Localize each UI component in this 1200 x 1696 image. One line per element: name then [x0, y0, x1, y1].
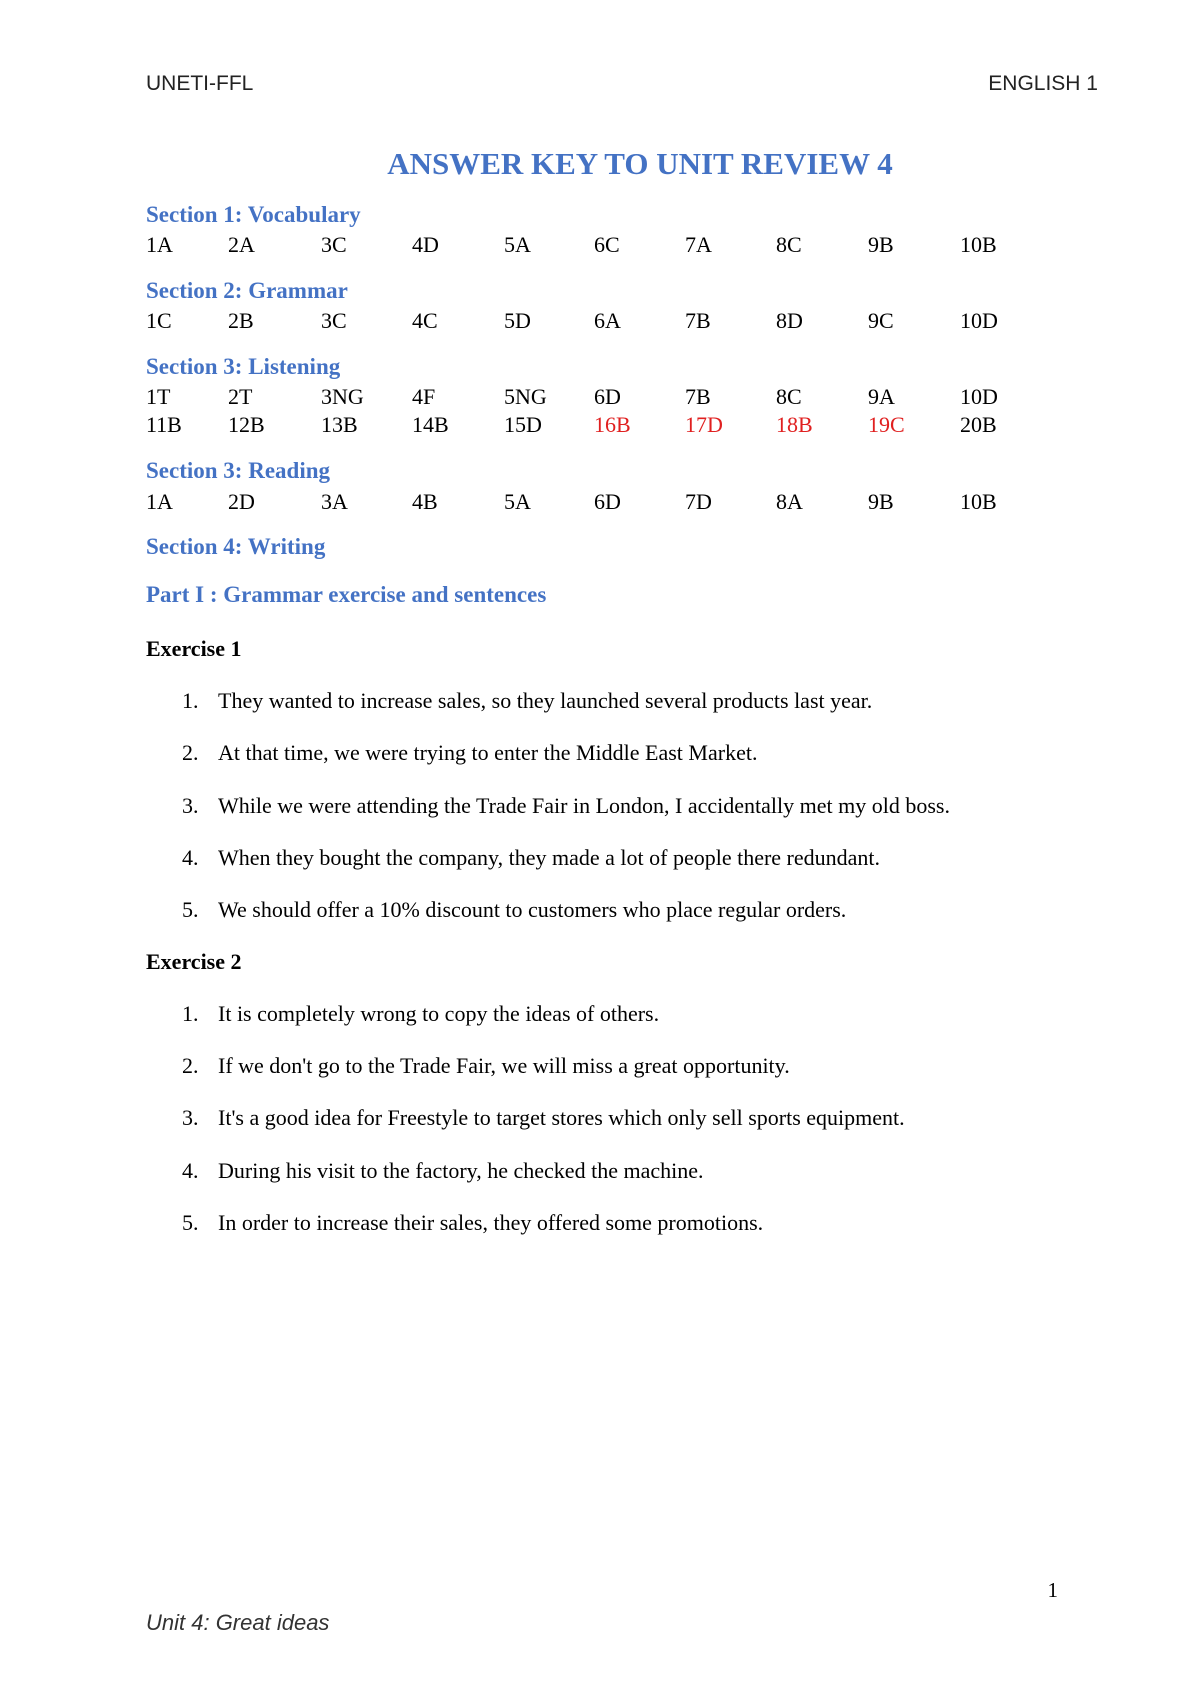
- answer-cell: 10D: [960, 308, 998, 333]
- section-title-grammar: Section 2: Grammar: [146, 278, 348, 303]
- list-number: 4.: [182, 1158, 199, 1183]
- answer-cell: 6C: [594, 232, 620, 257]
- answer-cell: 11B: [146, 412, 182, 437]
- answer-cell: 7A: [685, 232, 712, 257]
- list-number: 2.: [182, 1053, 199, 1078]
- list-text: They wanted to increase sales, so they launched several products last year.: [218, 688, 873, 713]
- answer-cell: 10D: [960, 384, 998, 409]
- answer-cell: 3NG: [321, 384, 364, 409]
- list-text: During his visit to the factory, he checked the machine.: [218, 1158, 704, 1183]
- answer-cell: 10B: [960, 232, 997, 257]
- answer-cell: 2B: [228, 308, 254, 333]
- answer-cell: 4B: [412, 489, 438, 514]
- answer-cell: 7B: [685, 308, 711, 333]
- list-item: [182, 1105, 905, 1131]
- answer-cell: 5A: [504, 232, 531, 257]
- answer-cell: 1T: [146, 384, 171, 409]
- exercise-title: Exercise 2: [146, 949, 242, 974]
- header-right: ENGLISH 1: [988, 72, 1098, 95]
- answer-cell: 8D: [776, 308, 803, 333]
- answer-cell: 5A: [504, 489, 531, 514]
- list-item: [182, 1001, 659, 1027]
- list-item: [182, 1053, 790, 1079]
- answer-cell: 4D: [412, 232, 439, 257]
- section-title-vocabulary: Section 1: Vocabulary: [146, 202, 361, 227]
- list-text: It's a good idea for Freestyle to target stores which only sell sports equipment.: [218, 1105, 905, 1130]
- answer-cell: 7D: [685, 489, 712, 514]
- list-number: 1.: [182, 1001, 199, 1026]
- answer-cell: 3A: [321, 489, 348, 514]
- section-title-reading: Section 3: Reading: [146, 458, 330, 483]
- answer-cell: 18B: [776, 412, 813, 437]
- list-number: 2.: [182, 740, 199, 765]
- answer-cell: 7B: [685, 384, 711, 409]
- list-item: [182, 897, 846, 923]
- list-number: 3.: [182, 1105, 199, 1130]
- list-text: We should offer a 10% discount to customers who place regular orders.: [218, 897, 847, 922]
- list-number: 5.: [182, 1210, 199, 1235]
- answer-cell: 5D: [504, 308, 531, 333]
- answer-cell: 9A: [868, 384, 895, 409]
- answer-cell: 8C: [776, 384, 802, 409]
- section-title-writing: Section 4: Writing: [146, 534, 326, 559]
- list-text: In order to increase their sales, they offered some promotions.: [218, 1210, 764, 1235]
- answer-cell: 4C: [412, 308, 438, 333]
- answer-cell: 4F: [412, 384, 436, 409]
- answer-cell: 1A: [146, 232, 173, 257]
- answer-cell: 20B: [960, 412, 997, 437]
- answer-cell: 3C: [321, 308, 347, 333]
- list-text: While we were attending the Trade Fair in London, I accidentally met my old boss.: [218, 793, 950, 818]
- footer-text: Unit 4: Great ideas: [146, 1610, 330, 1635]
- list-item: [182, 740, 757, 766]
- answer-cell: 9B: [868, 489, 894, 514]
- answer-cell: 1A: [146, 489, 173, 514]
- answer-cell: 15D: [504, 412, 542, 437]
- page-number: 1: [1047, 1578, 1058, 1602]
- list-number: 3.: [182, 793, 199, 818]
- list-item: [182, 793, 950, 819]
- answer-cell: 12B: [228, 412, 265, 437]
- list-text: At that time, we were trying to enter the Middle East Market.: [218, 740, 758, 765]
- list-number: 4.: [182, 845, 199, 870]
- answer-cell: 10B: [960, 489, 997, 514]
- answer-cell: 2A: [228, 232, 255, 257]
- list-number: 1.: [182, 688, 199, 713]
- list-text: If we don't go to the Trade Fair, we will miss a great opportunity.: [218, 1053, 790, 1078]
- part-title: Part I : Grammar exercise and sentences: [146, 582, 547, 607]
- header-left: UNETI-FFL: [146, 72, 254, 95]
- list-text: It is completely wrong to copy the ideas of others.: [218, 1001, 660, 1026]
- list-item: [182, 688, 872, 714]
- answer-cell: 16B: [594, 412, 631, 437]
- answer-cell: 1C: [146, 308, 172, 333]
- answer-cell: 13B: [321, 412, 358, 437]
- answer-cell: 6A: [594, 308, 621, 333]
- answer-cell: 3C: [321, 232, 347, 257]
- section-title-listening: Section 3: Listening: [146, 354, 341, 379]
- list-text: When they bought the company, they made a lot of people there redundant.: [218, 845, 881, 870]
- list-item: [182, 845, 880, 871]
- answer-cell: 14B: [412, 412, 449, 437]
- exercise-title: Exercise 1: [146, 636, 242, 661]
- answer-cell: 17D: [685, 412, 723, 437]
- list-item: [182, 1158, 703, 1184]
- answer-cell: 9C: [868, 308, 894, 333]
- page-title: ANSWER KEY TO UNIT REVIEW 4: [387, 146, 893, 181]
- answer-cell: 6D: [594, 489, 621, 514]
- answer-cell: 2T: [228, 384, 253, 409]
- answer-cell: 5NG: [504, 384, 547, 409]
- list-number: 5.: [182, 897, 199, 922]
- answer-cell: 8C: [776, 232, 802, 257]
- answer-cell: 9B: [868, 232, 894, 257]
- answer-cell: 6D: [594, 384, 621, 409]
- answer-cell: 2D: [228, 489, 255, 514]
- list-item: [182, 1210, 763, 1236]
- answer-cell: 8A: [776, 489, 803, 514]
- answer-cell: 19C: [868, 412, 905, 437]
